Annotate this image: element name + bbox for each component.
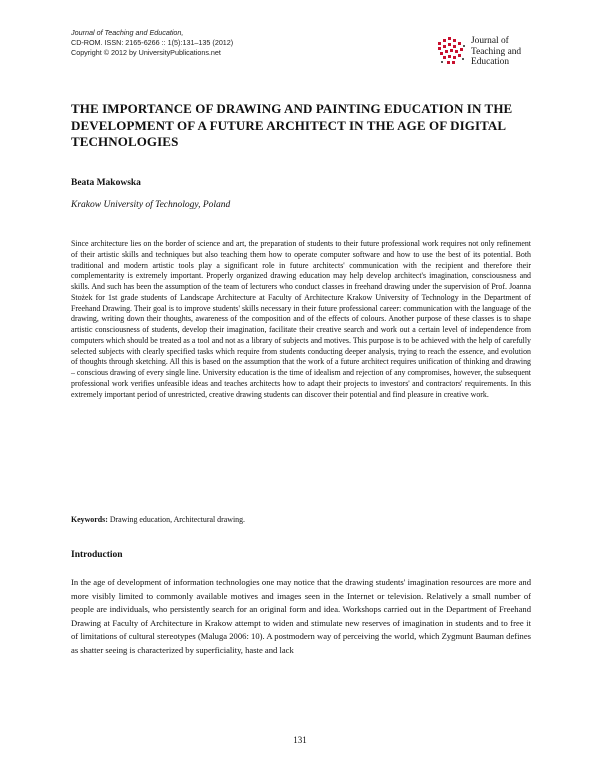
- abstract: Since architecture lies on the border of science and art, the preparation of students to their future professional work requires not only refinement of their artistic skills and techniques but also teaching them how to operate computer software and how to use the best of its potential. Both traditional and modern artistic tools play a significant role in future architects' communication with the recipient and therefore their complementarity is extremely important. Properly organized drawing education may help develop architect's imagination, consciousness and skills. And such has been the assumption of the team of lecturers who conduct classes in freehand drawing under the supervision of Prof. Joanna Stożek for 1st grade students of Landscape Architecture at Faculty of Architecture Krakow University of Technology in the Department of Freehand Drawing. Their goal is to improve students' skills necessary in their future professional career: communication with the language of the drawing, writing down their thoughts, awareness of the composition and of the effects of colours. Another purpose of these classes is to shape artistic consciousness of students, develop their imagination, facilitate their creative search and work out a certain level of independence from computers which should be treated as a tool and not as a library of subjects and motives. This purpose is to be achieved with the help of carefully selected subjects with clearly specified tasks which require from students conducting deeper analysis, trying to reach the essence, and evolution of thoughts through sketching. All this is based on the assumption that the work of a future architect requires unification of thinking and drawing – conscious drawing of every single line. University education is the time of idealism and rejection of any compromises, however, the subsequent professional work verifies unfeasible ideas and teaches architects how to adapt their projects to investors' and contractors' requirements. In this extremely important period of unrestricted, creative drawing students can discover their potential and find pleasure in creative work.: [71, 239, 531, 399]
- article-title: THE IMPORTANCE OF DRAWING AND PAINTING EDUCATION IN THE DEVELOPMENT OF A FUTURE ARCHITECT IN THE AGE OF DIGITAL TECHNOLOGIES: [71, 101, 513, 149]
- keywords: [71, 515, 531, 524]
- journal-logo-icon: [436, 36, 468, 68]
- page-number: 131: [293, 735, 307, 745]
- journal-name: Journal of Teaching and Education,: [71, 28, 184, 37]
- journal-copyright: Copyright © 2012 by UniversityPublications.net: [71, 48, 221, 57]
- logo-text-line: Teaching and: [471, 46, 522, 57]
- journal-citation: [71, 28, 233, 58]
- keywords-list: Drawing education, Architectural drawing.: [109, 515, 246, 524]
- logo-text-line: Education: [471, 57, 510, 68]
- author-affiliation: Krakow University of Technology, Poland: [71, 200, 231, 210]
- journal-logo-text: [471, 36, 521, 68]
- logo-text-line: Journal of: [471, 36, 509, 46]
- author-name: Beata Makowska: [71, 178, 141, 188]
- section-heading-introduction: Introduction: [71, 550, 123, 560]
- journal-logo: [436, 36, 536, 70]
- journal-issn: CD-ROM. ISSN: 2165-6266 :: 1(5):131–135 (2012): [71, 38, 234, 47]
- introduction-text: In the age of development of information technologies one may notice that the drawing students' imagination resources are more and more visibly limited to commonly available motives and images seen in the Internet or television. Relatively a small number of people are individuals, who persistently search for an original form and idea. Workshops carried out in the Department of Freehand Drawing at Faculty of Architecture in Krakow attempt to widen and stimulate new reserves of imagination in students and to free it of limitations of cultural stereotypes (Maluga 2006: 10). A postmodern way of perceiving the world, which Zygmunt Bauman defines as shatter seeing is characterized by superficiality, haste and lack: [71, 577, 531, 655]
- keywords-label: Keywords:: [71, 515, 108, 524]
